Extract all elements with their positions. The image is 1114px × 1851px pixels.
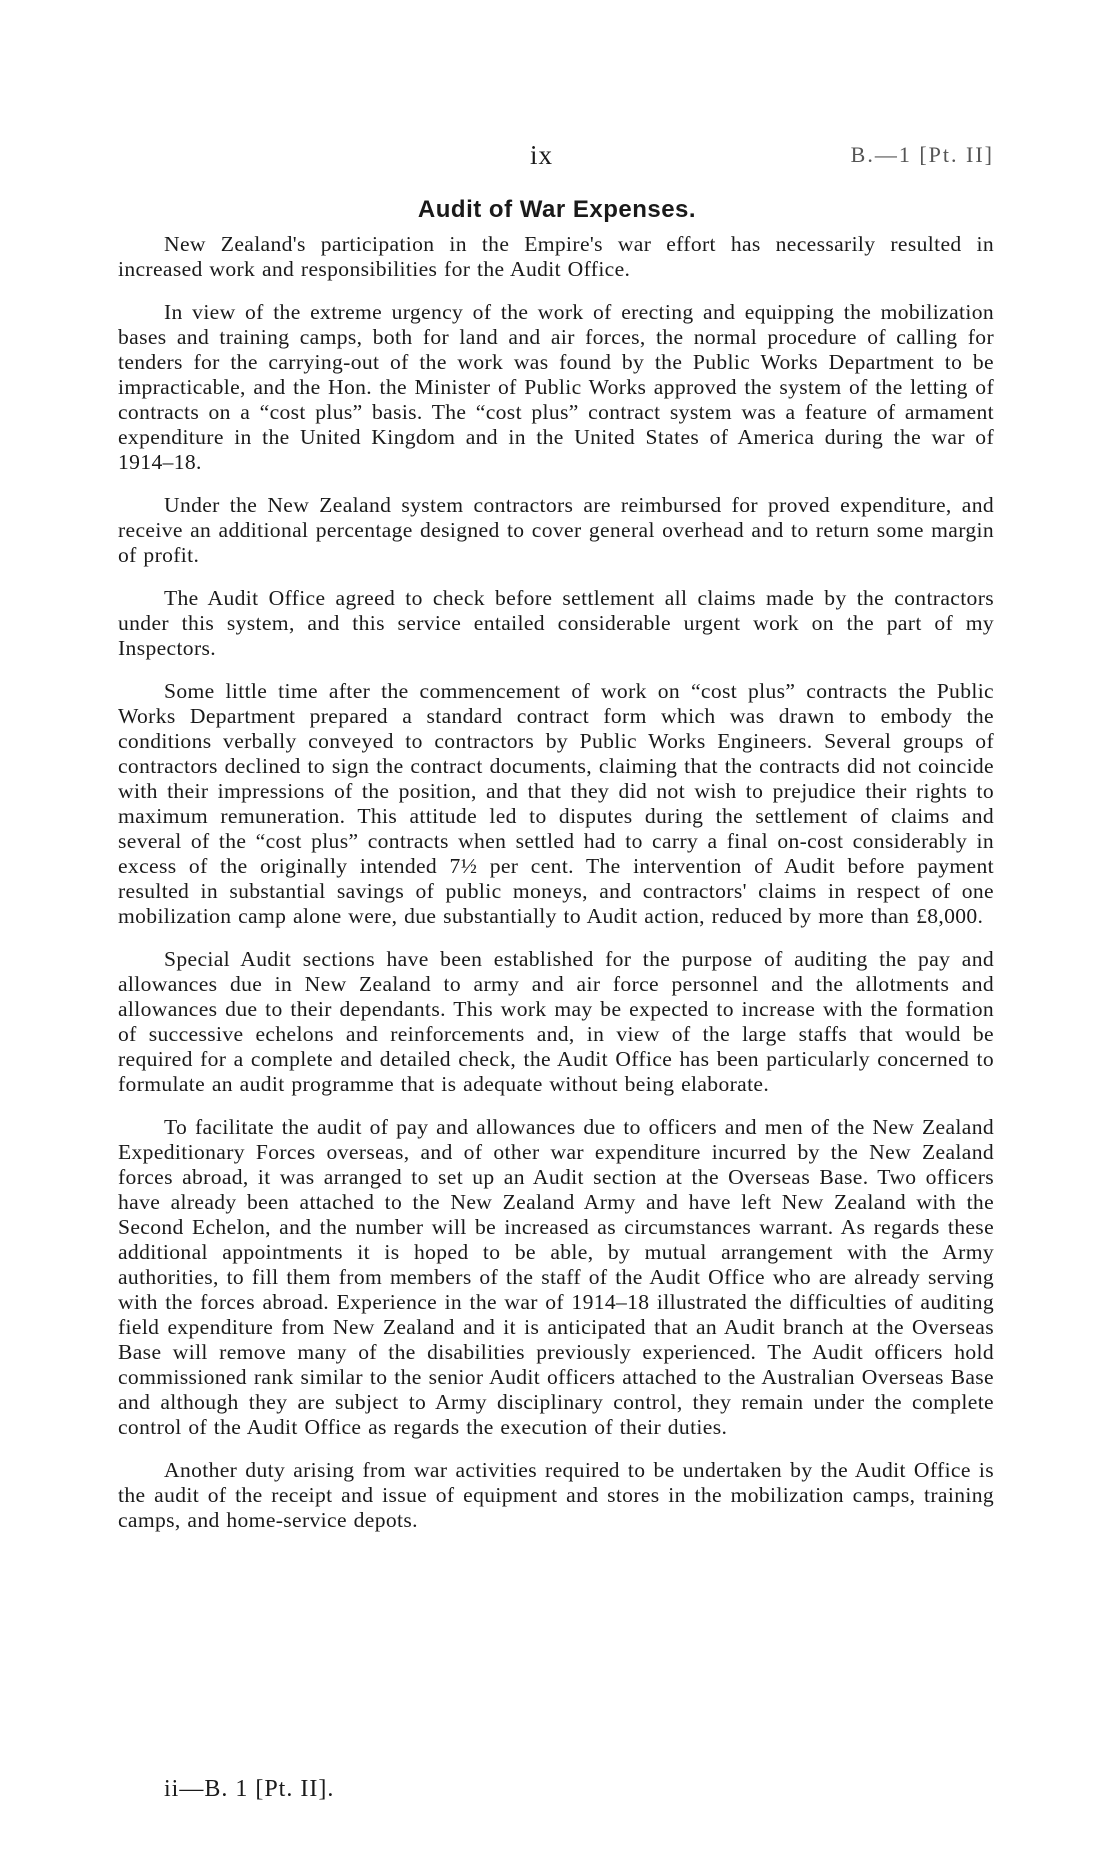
paragraph-7: To facilitate the audit of pay and allowances due to officers and men of the New Zealand Expeditionary Forces overseas, and of other war expenditure incurred by the New Zealand forces abroad, it was arranged to set up an Audit section at the Overseas Base. Two officers have already been attached to the New Zealand Army and have left New Zealand with the Second Echelon, and the number will be increased as circumstances warrant. As regards these additional appointments it is hoped to be able, by mutual arrangement with the Army authorities, to fill them from members of the staff of the Audit Office who are already serving with the forces abroad. Experience in the war of 1914–18 illustrated the difficulties of auditing field expenditure from New Zealand and it is anticipated that an Audit branch at the Overseas Base will remove many of the disabilities previously experienced. The Audit officers hold commissioned rank similar to the senior Audit officers attached to the Australian Overseas Base and although they are subject to Army disciplinary control, they remain under the complete control of the Audit Office as regards the execution of their duties. <box>118 1115 994 1439</box>
paragraph-5: Some little time after the commencement of work on “cost plus” contracts the Public Works Department prepared a standard contract form which was drawn to embody the conditions verbally conveyed to contractors by Public Works Engineers. Several groups of contractors declined to sign the contract documents, claiming that the contracts did not coincide with their impressions of the position, and that they did not wish to prejudice their rights to maximum remuneration. This attitude led to disputes during the settlement of claims and several of the “cost plus” contracts when settled had to carry a final on-cost considerably in excess of the originally intended 7½ per cent. The intervention of Audit before payment resulted in substantial savings of public moneys, and contractors' claims in respect of one mobilization camp alone were, due substantially to Audit action, reduced by more than £8,000. <box>118 679 994 928</box>
paragraph-6: Special Audit sections have been established for the purpose of auditing the pay and allowances due in New Zealand to army and air force personnel and the allotments and allowances due to their dependants. This work may be expected to increase with the formation of successive echelons and reinforcements and, in view of the large staffs that would be required for a complete and detailed check, the Audit Office has been particularly concerned to formulate an audit programme that is adequate without being elaborate. <box>118 947 994 1096</box>
page-number: ix <box>530 140 554 170</box>
signature-mark: ii—B. 1 [Pt. II]. <box>164 1776 335 1802</box>
section-title: Audit of War Expenses. <box>417 196 697 223</box>
paragraph-2: In view of the extreme urgency of the work of erecting and equipping the mobilization bases and training camps, both for land and air forces, the normal procedure of calling for tenders for the carrying-out of the work was found by the Public Works Department to be impracticable, and the Hon. the Minister of Public Works approved the system of the letting of contracts on a “cost plus” basis. The “cost plus” contract system was a feature of armament expenditure in the United Kingdom and in the United States of America during the war of 1914–18. <box>118 300 994 474</box>
document-reference: B.—1 [Pt. II] <box>850 142 994 167</box>
page-header <box>0 134 1114 174</box>
paragraph-1: New Zealand's participation in the Empire's war effort has necessarily resulted in increased work and responsibilities for the Audit Office. <box>118 232 994 281</box>
paragraph-3: Under the New Zealand system contractors are reimbursed for proved expenditure, and receive an additional percentage designed to cover general overhead and to return some margin of profit. <box>118 493 994 567</box>
paragraph-4: The Audit Office agreed to check before settlement all claims made by the contractors under this system, and this service entailed considerable urgent work on the part of my Inspectors. <box>118 586 994 660</box>
document-body <box>118 232 994 1551</box>
paragraph-8: Another duty arising from war activities required to be undertaken by the Audit Office is the audit of the receipt and issue of equipment and stores in the mobilization camps, training camps, and home-service depots. <box>118 1458 994 1532</box>
